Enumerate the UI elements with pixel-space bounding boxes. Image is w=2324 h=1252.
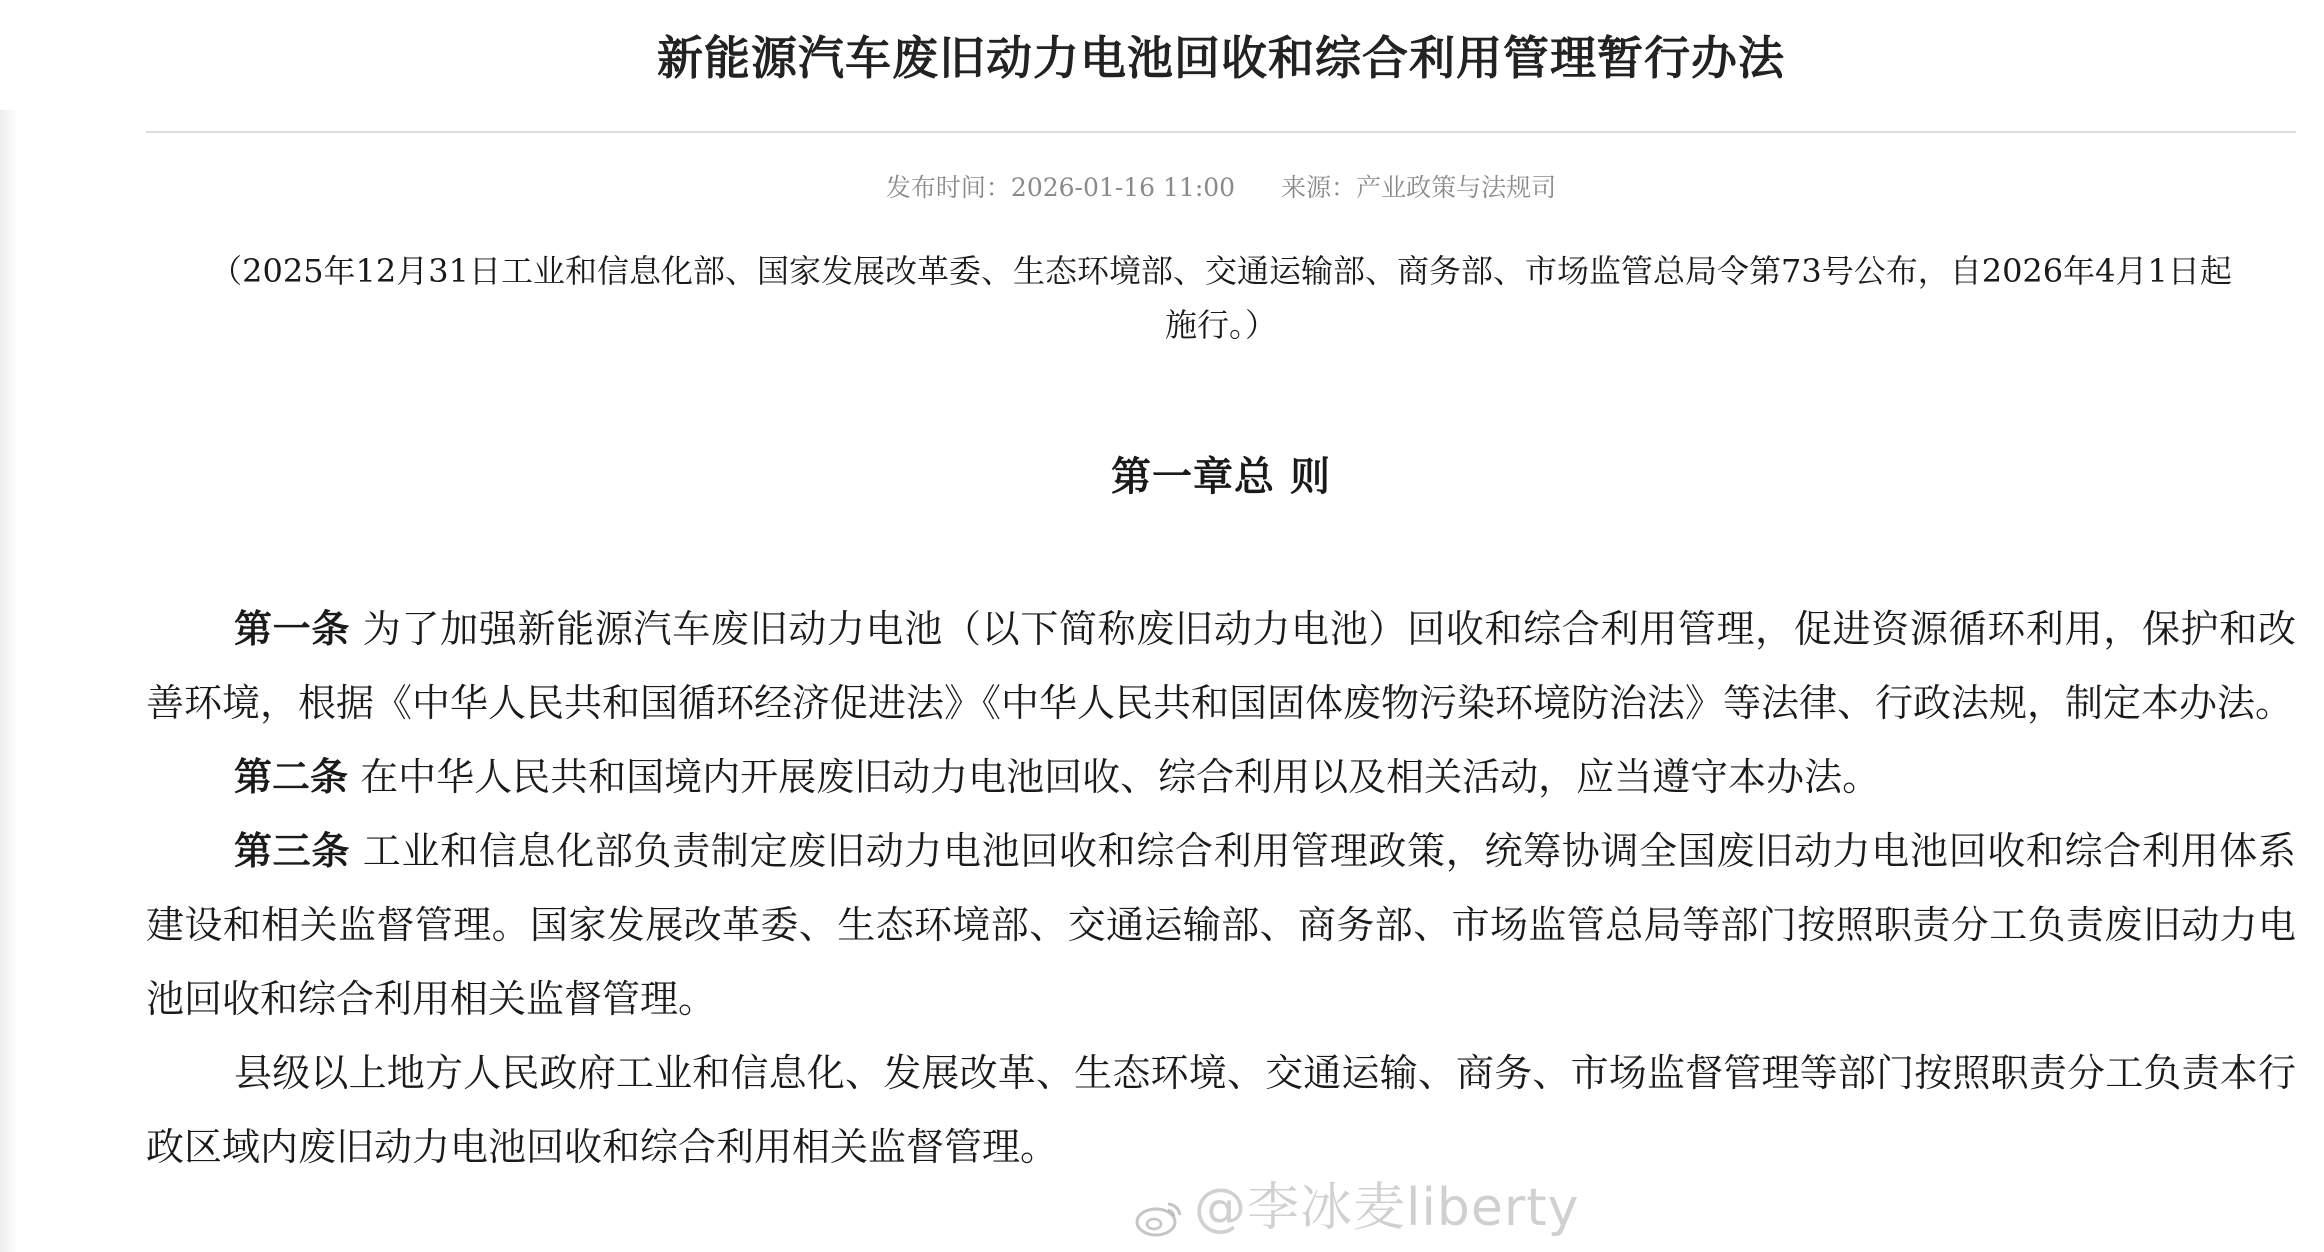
watermark-text: @李冰麦liberty [1194, 1178, 1580, 1238]
article-paragraph [146, 740, 2296, 814]
article-text: 工业和信息化部负责制定废旧动力电池回收和综合利用管理政策，统筹协调全国废旧动力电池回收和综合利用体系建设和相关监督管理。国家发展改革委、生态环境部、交通运输部、商务部、市场监管总局等部门按照职责分工负责废旧动力电池回收和综合利用相关监督管理。 [146, 829, 2296, 1021]
document-body [146, 592, 2296, 1184]
article-text: 在中华人民共和国境内开展废旧动力电池回收、综合利用以及相关活动，应当遵守本办法。 [348, 755, 1881, 799]
article-label: 第二条 [234, 754, 349, 799]
title-divider [146, 131, 2296, 133]
publish-source: 来源：产业政策与法规司 [1281, 173, 1557, 202]
weibo-icon [1134, 1191, 1186, 1231]
publish-meta [146, 168, 2296, 208]
article-label: 第三条 [234, 828, 351, 873]
document-page [146, 0, 2296, 1252]
body-paragraph: 县级以上地方人民政府工业和信息化、发展改革、生态环境、交通运输、商务、市场监督管理等部门按照职责分工负责本行政区域内废旧动力电池回收和综合利用相关监督管理。 [146, 1051, 2296, 1169]
article-text: 为了加强新能源汽车废旧动力电池（以下简称废旧动力电池）回收和综合利用管理，促进资源循环利用，保护和改善环境，根据《中华人民共和国循环经济促进法》《中华人民共和国固体废物污染环境防治法》等法律、行政法规，制定本办法。 [146, 607, 2296, 725]
decree-note: （2025年12月31日工业和信息化部、国家发展改革委、生态环境部、交通运输部、商务部、市场监管总局令第73号公布，自2026年4月1日起施行。） [210, 252, 2232, 344]
article-paragraph [146, 814, 2296, 1036]
article-label: 第一条 [234, 606, 351, 651]
left-page-edge [0, 110, 18, 1252]
chapter-heading: 第一章总 则 [1111, 453, 1331, 500]
article-paragraph [146, 592, 2296, 740]
watermark [1134, 1165, 1579, 1240]
page-title: 新能源汽车废旧动力电池回收和综合利用管理暂行办法 [657, 31, 1785, 85]
publish-time: 发布时间：2026-01-16 11:00 [885, 173, 1236, 202]
